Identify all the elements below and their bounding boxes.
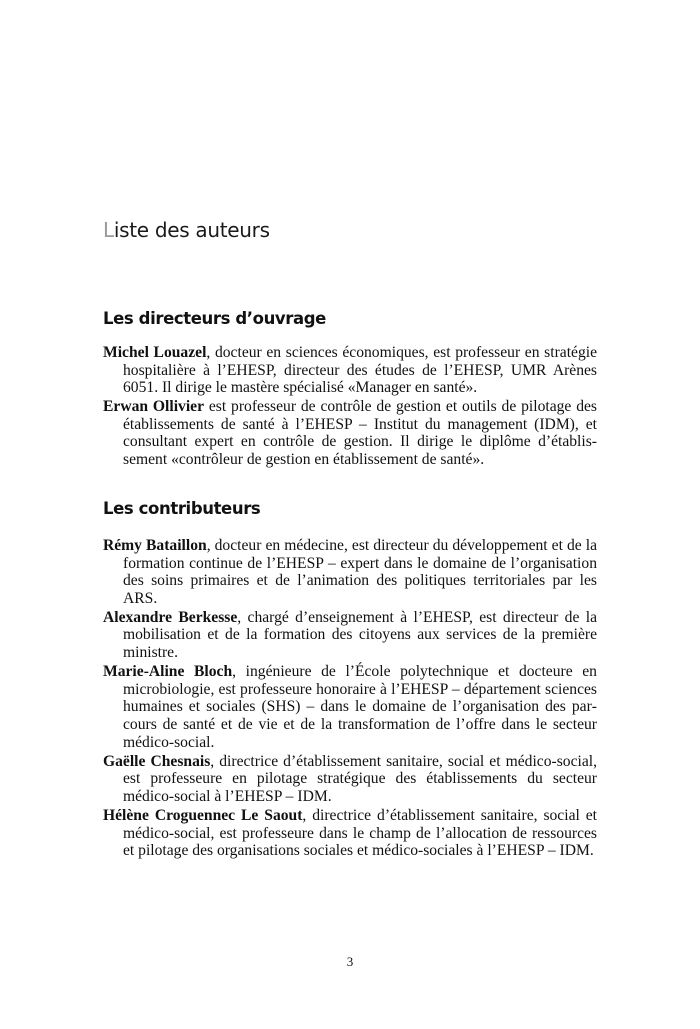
- author-name: Alexandre Berkesse: [103, 608, 238, 626]
- directors-list: [103, 344, 597, 470]
- title-rest: iste des auteurs: [113, 218, 270, 242]
- author-bio: , chargé d’enseignement à l’EHESP, est directeur de la mobilisation et de la formation des citoyens aux services de la première ministre.: [123, 608, 598, 662]
- section-heading-contributors: Les contributeurs: [103, 499, 261, 518]
- author-bio: , directrice d’établissement sanitaire, social et médico-social, est professeure dans le champ de l’allocation de ressources et pilotage des organisations sociales et médico-sociales à l’EHESP – IDM.: [123, 806, 597, 860]
- author-entry: [103, 398, 597, 468]
- author-entry: [103, 663, 597, 751]
- author-bio: , ingénieure de l’École polytechnique et docteure en microbiologie, est professeure honoraire à l’EHESP – département sciences humaines et sociales (SHS) – dans le domaine de l’organisation des parcours de santé et de vie et de la transformation de l’offre dans le secteur médico-social.: [123, 663, 597, 751]
- page-number: 3: [346, 954, 354, 969]
- author-bio: , docteur en médecine, est directeur du développement et de la formation continue de l’EHESP – expert dans le domaine de l’organisation des soins primaires et de l’animation des politiques territoriales par les ARS.: [123, 537, 598, 607]
- title-initial: L: [103, 218, 114, 242]
- author-bio: , directrice d’établissement sanitaire, social et médico-social, est professeure en pilotage stratégique des établissements du secteur médico-social à l’EHESP – IDM.: [123, 752, 597, 805]
- author-bio: , docteur en sciences économiques, est professeur en stratégie hospitalière à l’EHESP, directeur des études de l’EHESP, UMR Arènes 6051. Il dirige le mastère spécialisé «Manager en santé».: [123, 344, 598, 397]
- author-name: Rémy Bataillon: [103, 537, 207, 554]
- author-entry: [103, 807, 597, 860]
- author-entry: [103, 609, 597, 662]
- section-heading-directors: Les directeurs d’ouvrage: [103, 309, 326, 328]
- author-name: Michel Louazel: [103, 344, 207, 361]
- author-entry: [103, 753, 597, 806]
- contributors-list: [103, 537, 597, 861]
- author-name: Erwan Ollivier: [103, 398, 205, 416]
- author-name: Gaëlle Chesnais: [103, 752, 211, 770]
- author-name: Marie-Aline Bloch: [103, 663, 233, 681]
- page-title: [103, 218, 270, 242]
- author-name: Hélène Croguennec Le Saout: [103, 806, 303, 824]
- author-entry: [103, 537, 597, 607]
- author-entry: [103, 344, 597, 397]
- author-bio: est professeur de contrôle de gestion et outils de pilotage des établissements de santé à l’EHESP – Institut du management (IDM), et consultant expert en contrôle de gestion. Il dirige le diplôme d’établissement «contrôleur de gestion en établissement de santé».: [123, 398, 597, 469]
